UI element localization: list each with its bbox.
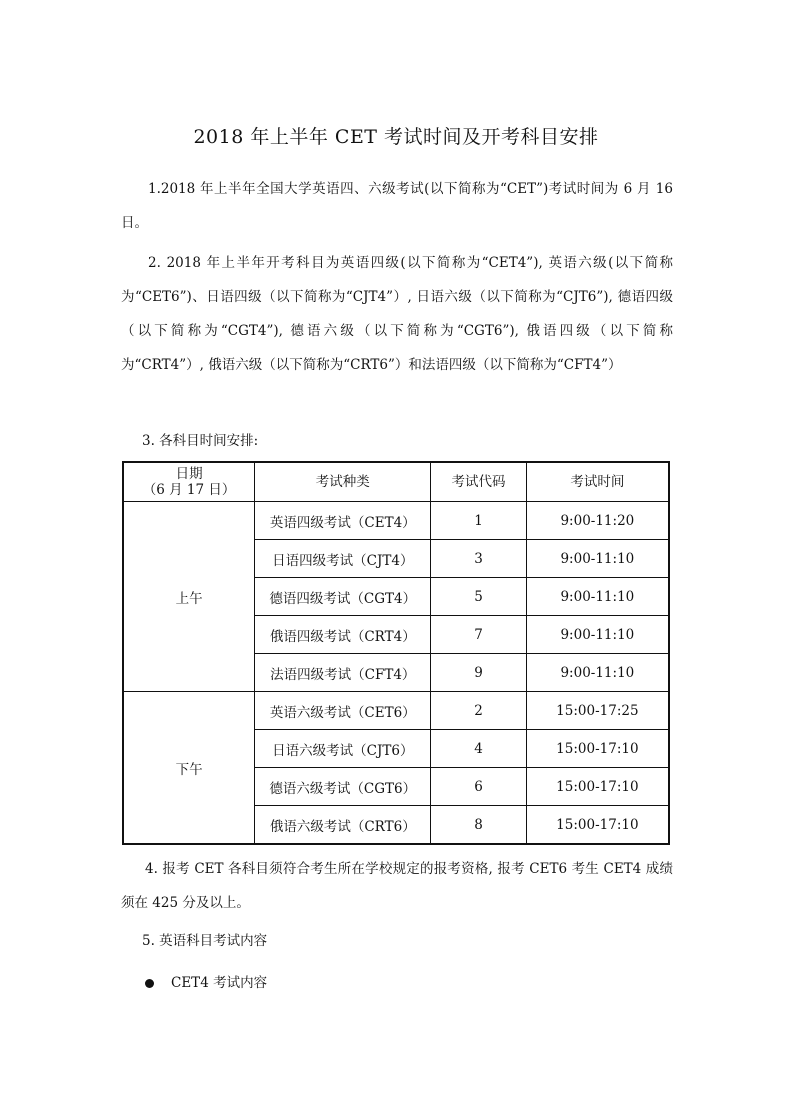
cell-type: 英语六级考试（CET6）	[255, 692, 431, 730]
period-cell-afternoon: 下午	[123, 692, 255, 845]
header-date-sub: （6 月 17 日）	[142, 482, 236, 498]
cell-time: 9:00-11:10	[526, 578, 669, 616]
period-cell-morning: 上午	[123, 502, 255, 692]
cell-type: 德语六级考试（CGT6）	[255, 768, 431, 806]
cell-time: 9:00-11:10	[526, 654, 669, 692]
cell-type: 俄语六级考试（CRT6）	[255, 806, 431, 845]
cell-time: 9:00-11:20	[526, 502, 669, 540]
cell-code: 5	[431, 578, 526, 616]
header-code: 考试代码	[431, 462, 526, 502]
cell-code: 1	[431, 502, 526, 540]
schedule-table	[122, 461, 670, 845]
cell-time: 9:00-11:10	[526, 616, 669, 654]
header-date	[123, 462, 255, 502]
header-date-label: 日期	[175, 466, 203, 482]
header-type: 考试种类	[255, 462, 431, 502]
cell-code: 4	[431, 730, 526, 768]
cell-code: 2	[431, 692, 526, 730]
cell-time: 15:00-17:25	[526, 692, 669, 730]
paragraph-schedule-heading: 3. 各科目时间安排:	[142, 433, 259, 449]
cell-time: 9:00-11:10	[526, 540, 669, 578]
cell-type: 法语四级考试（CFT4）	[255, 654, 431, 692]
cell-code: 9	[431, 654, 526, 692]
cell-type: 英语四级考试（CET4）	[255, 502, 431, 540]
bullet-item-label: CET4 考试内容	[171, 975, 268, 991]
paragraph-subjects: 2. 2018 年上半年开考科目为英语四级(以下简称为“CET4”), 英语六级(以下简称为“CET6”)、日语四级（以下简称为“CJT4”）, 日语六级（以下简称为“CJT6”), 德语四级（以下简称为“CGT4”), 德语六级（以下简称为“CGT6”), 俄语四级（以下简称为“CRT4”）, 俄语六级（以下简称为“CRT6”）和法语四级（以下简称为“CFT4”）	[121, 255, 673, 373]
cell-type: 日语四级考试（CJT4）	[255, 540, 431, 578]
cell-type: 德语四级考试（CGT4）	[255, 578, 431, 616]
table-header-row	[123, 462, 669, 502]
cell-type: 日语六级考试（CJT6）	[255, 730, 431, 768]
paragraph-exam-date: 1.2018 年上半年全国大学英语四、六级考试(以下简称为“CET”)考试时间为 6 月 16 日。	[121, 181, 673, 231]
cell-type: 俄语四级考试（CRT4）	[255, 616, 431, 654]
paragraph-english-content: 5. 英语科目考试内容	[142, 933, 268, 949]
cell-time: 15:00-17:10	[526, 730, 669, 768]
table-row	[123, 502, 669, 540]
cell-code: 6	[431, 768, 526, 806]
cell-time: 15:00-17:10	[526, 806, 669, 845]
cell-code: 7	[431, 616, 526, 654]
header-time: 考试时间	[526, 462, 669, 502]
bullet-item	[145, 966, 267, 1000]
bullet-dot-icon	[145, 979, 154, 988]
cell-time: 15:00-17:10	[526, 768, 669, 806]
cell-code: 8	[431, 806, 526, 845]
table-row	[123, 692, 669, 730]
paragraph-eligibility: 4. 报考 CET 各科目须符合考生所在学校规定的报考资格, 报考 CET6 考生 CET4 成绩须在 425 分及以上。	[121, 861, 673, 911]
cell-code: 3	[431, 540, 526, 578]
page-title: 2018 年上半年 CET 考试时间及开考科目安排	[193, 126, 599, 148]
